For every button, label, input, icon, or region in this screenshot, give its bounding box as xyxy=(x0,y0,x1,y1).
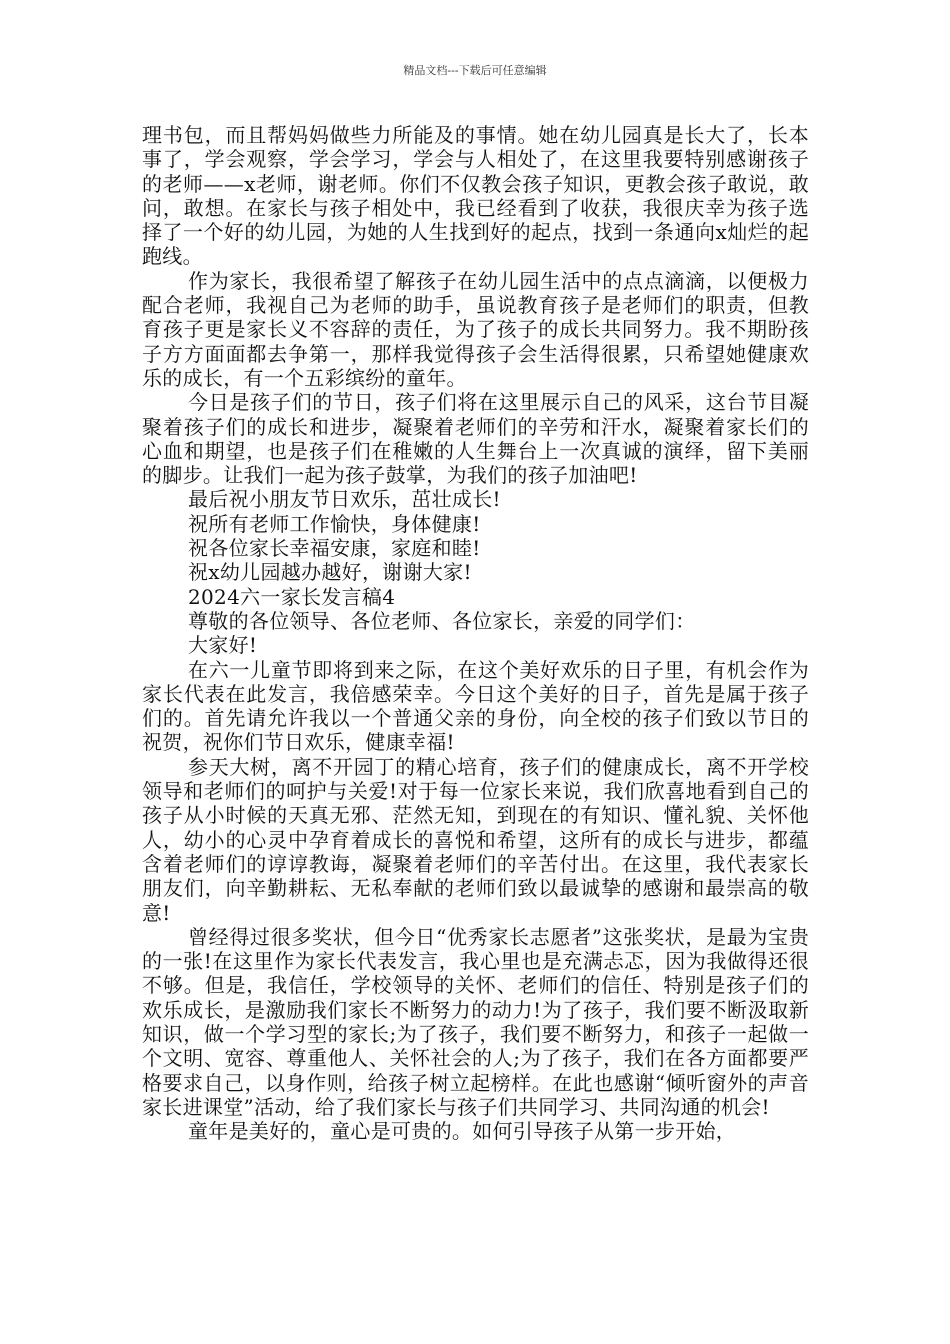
paragraph: 童年是美好的，童心是可贵的。如何引导孩子从第一步开始， xyxy=(188,1119,737,1144)
section-title: 2024六一家长发言稿4 xyxy=(188,584,396,609)
paragraph: 在六一儿童节即将到来之际，在这个美好欢乐的日子里，有机会作为家长代表在此发言，我倍感荣幸。今日这个美好的日子，首先是属于孩子们的。首先请允许我以一个普通父亲的身份，向全校的孩子们致以节日的祝贺，祝你们节日欢乐，健康幸福! xyxy=(142,657,809,755)
closing-line: 祝x幼儿园越办越好，谢谢大家! xyxy=(188,560,472,585)
paragraph: 理书包，而且帮妈妈做些力所能及的事情。她在幼儿园真是长大了，长本事了，学会观察，学会学习，学会与人相处了，在这里我要特别感谢孩子的老师——x老师，谢老师。你们不仅教会孩子知识，更教会孩子敢说，敢问，敢想。在家长与孩子相处中，我已经看到了收获，我很庆幸为孩子选择了一个好的幼儿园，为她的人生找到好的起点，找到一条通向x灿烂的起跑线。 xyxy=(142,123,809,269)
closing-line: 祝所有老师工作愉快，身体健康! xyxy=(188,511,481,536)
document-body xyxy=(142,123,809,1143)
salutation: 尊敬的各位领导、各位老师、各位家长，亲爱的同学们： xyxy=(188,608,696,633)
paragraph: 今日是孩子们的节日，孩子们将在这里展示自己的风采，这台节目凝聚着孩子们的成长和进步，凝聚着老师们的辛劳和汗水，凝聚着家长们的心血和期望，也是孩子们在稚嫩的人生舞台上一次真诚的演绎，留下美丽的脚步。让我们一起为孩子鼓掌，为我们的孩子加油吧! xyxy=(142,390,809,488)
closing-line: 最后祝小朋友节日欢乐，茁壮成长! xyxy=(188,487,501,512)
paragraph: 作为家长，我很希望了解孩子在幼儿园生活中的点点滴滴，以便极力配合老师，我视自己为老师的助手，虽说教育孩子是老师们的职责，但教育孩子更是家长义不容辞的责任，为了孩子的成长共同努力。我不期盼孩子方方面面都去争第一，那样我觉得孩子会生活得很累，只希望她健康欢乐的成长，有一个五彩缤纷的童年。 xyxy=(142,268,809,390)
paragraph: 曾经得过很多奖状，但今日“优秀家长志愿者”这张奖状，是最为宝贵的一张!在这里作为家长代表发言，我心里也是充满忐忑，因为我做得还很不够。但是，我信任，学校领导的关怀、老师们的信任、特别是孩子们的欢乐成长，是激励我们家长不断努力的动力!为了孩子，我们要不断汲取新知识，做一个学习型的家长;为了孩子，我们要不断努力，和孩子一起做一个文明、宽容、尊重他人、关怀社会的人;为了孩子，我们在各方面都要严格要求自己，以身作则，给孩子树立起榜样。在此也感谢“倾听窗外的声音家长进课堂”活动，给了我们家长与孩子们共同学习、共同沟通的机会! xyxy=(142,924,809,1119)
greeting: 大家好! xyxy=(188,633,258,658)
paragraph: 参天大树，离不开园丁的精心培育，孩子们的健康成长，离不开学校领导和老师们的呵护与关爱!对于每一位家长来说，我们欣喜地看到自己的孩子从小时候的天真无邪、茫然无知，到现在的有知识、懂礼貌、关怀他人，幼小的心灵中孕育着成长的喜悦和希望，这所有的成长与进步，都蕴含着老师们的谆谆教诲，凝聚着老师们的辛苦付出。在这里，我代表家长朋友们，向辛勤耕耘、无私奉献的老师们致以最诚挚的感谢和最崇高的敬意! xyxy=(142,754,809,925)
page-header: 精品文档---下载后可任意编辑 xyxy=(403,64,547,77)
closing-line: 祝各位家长幸福安康，家庭和睦! xyxy=(188,536,481,561)
